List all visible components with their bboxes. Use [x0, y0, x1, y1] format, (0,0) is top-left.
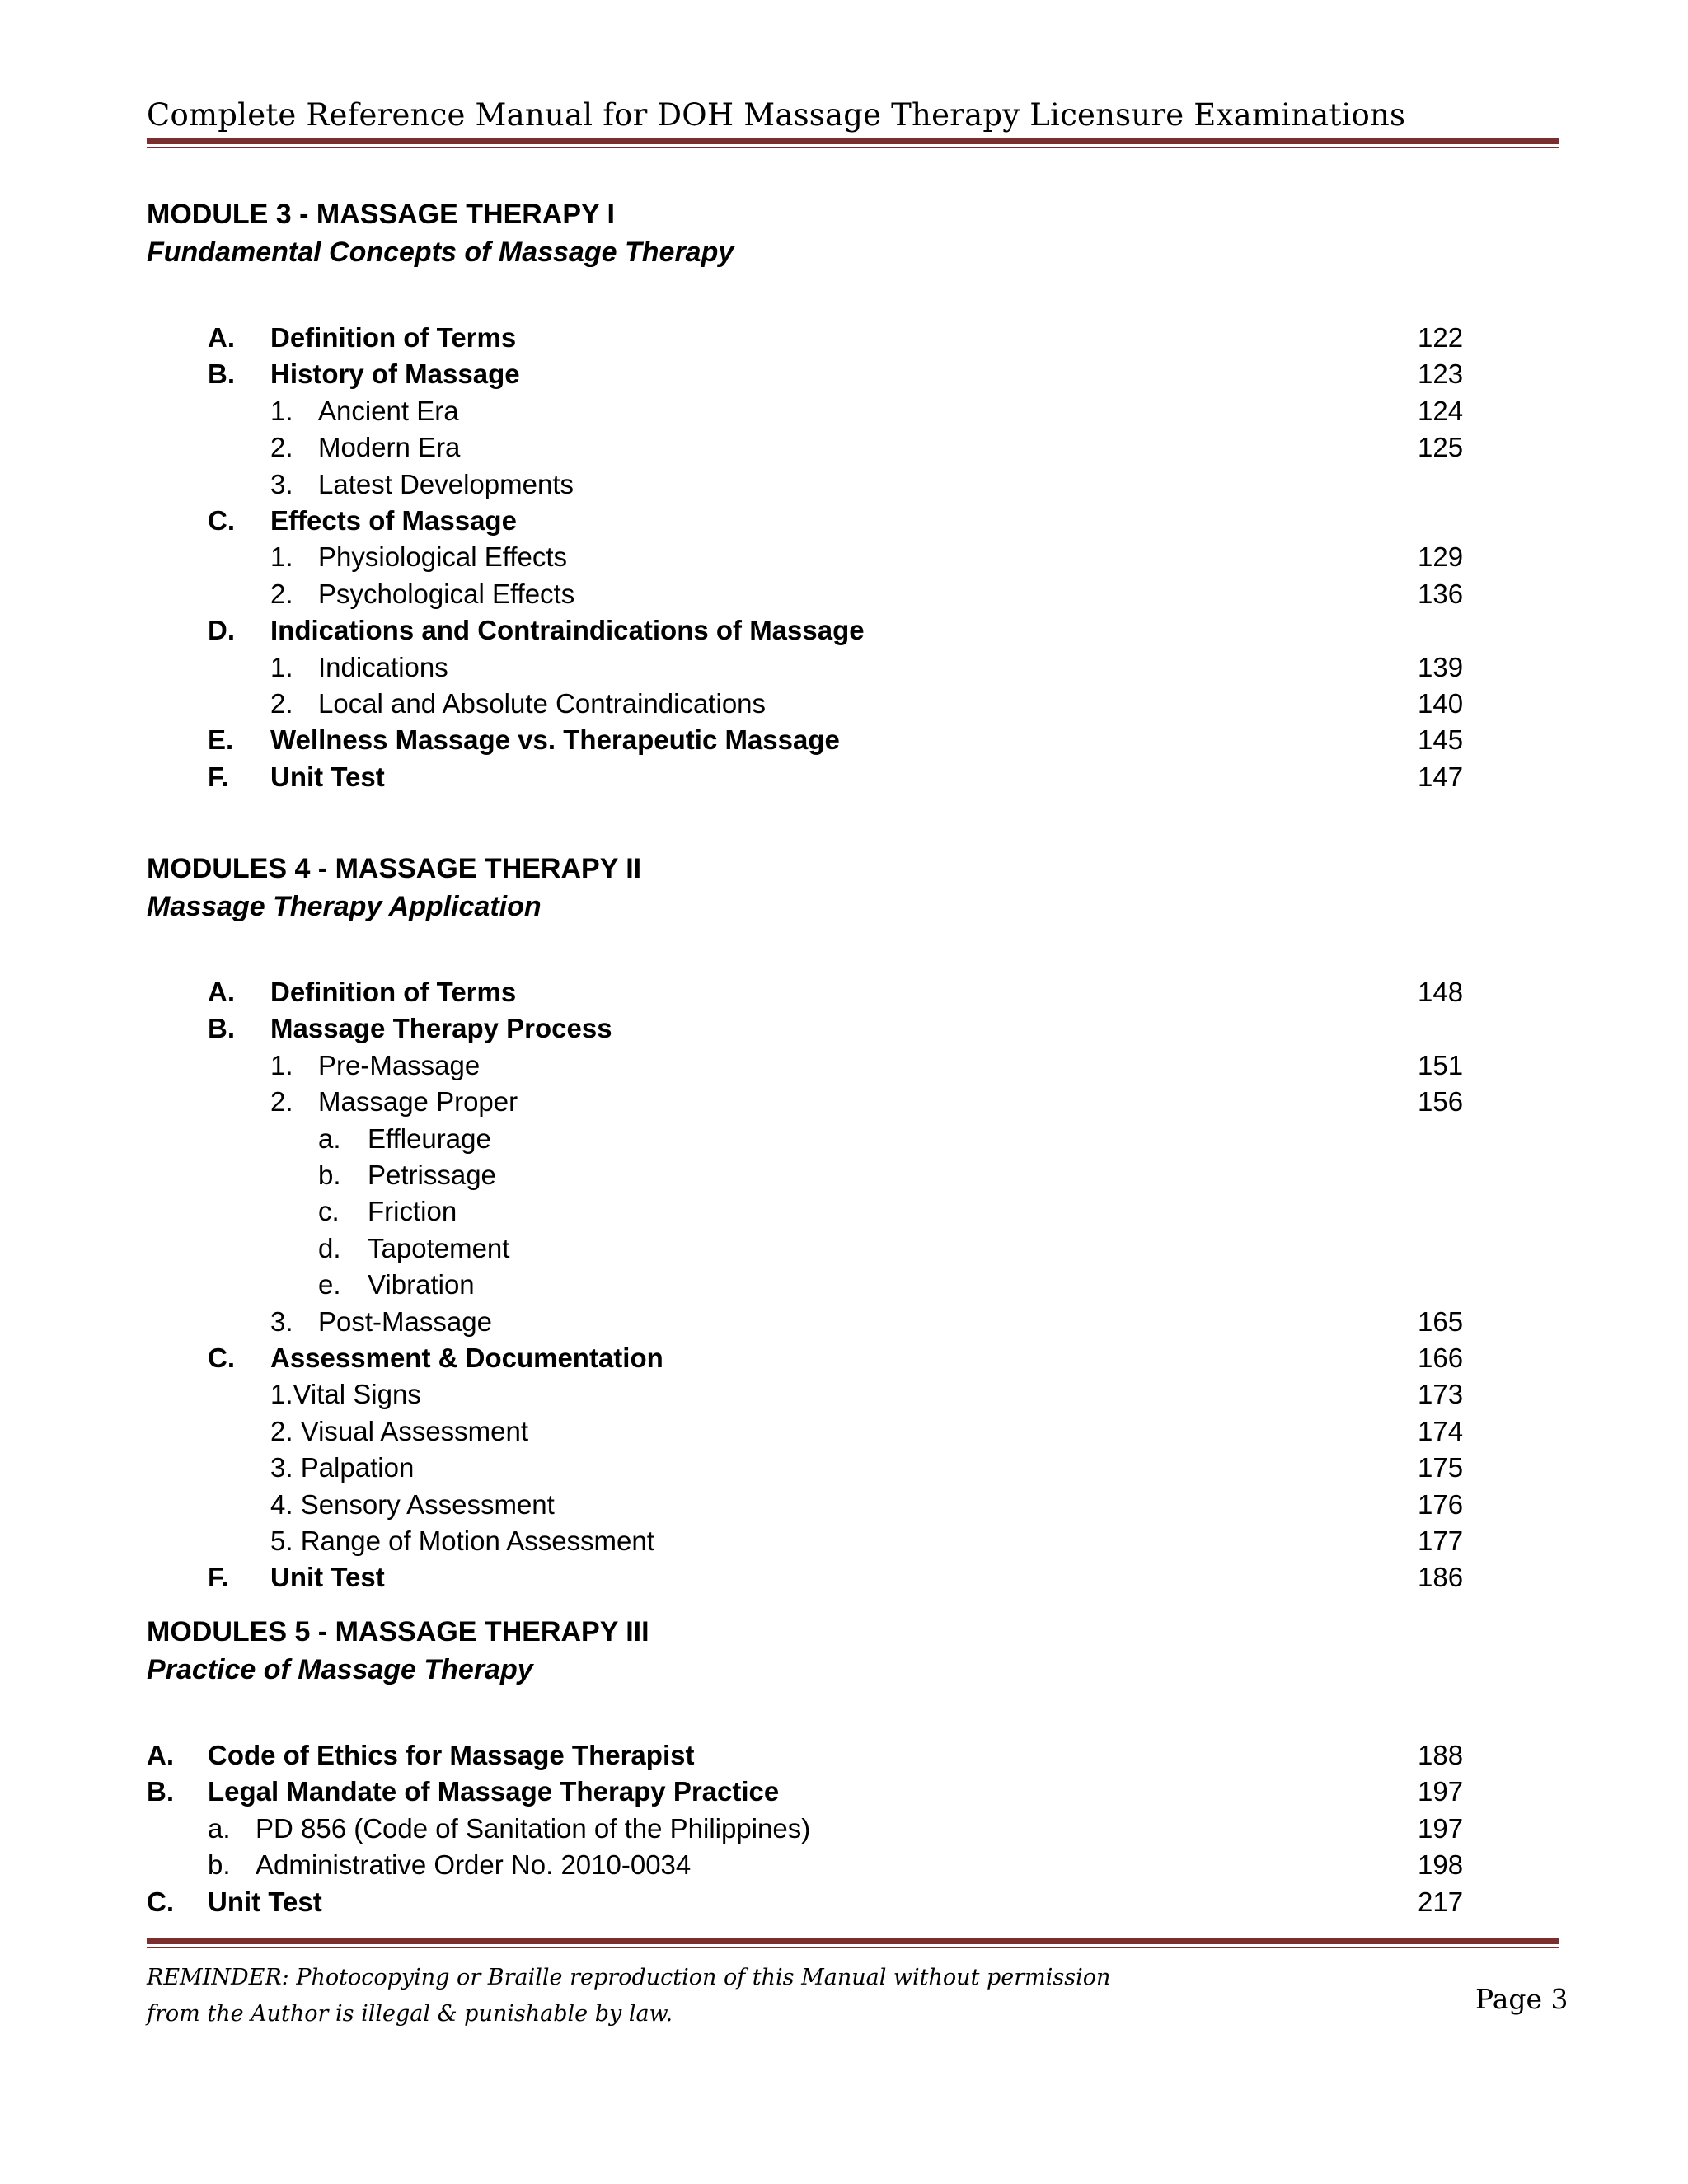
toc-entry-page-number: 124	[1418, 396, 1464, 426]
toc-entry-title: 2. Visual Assessment	[270, 1416, 529, 1446]
toc-entry-page-number: 173	[1418, 1379, 1464, 1409]
toc-entry-title: 5. Range of Motion Assessment	[270, 1526, 654, 1556]
toc-entry-page-number: 145	[1418, 724, 1464, 755]
toc-entry-title: 1.Vital Signs	[270, 1379, 421, 1409]
toc-entry-page-number: 188	[1418, 1740, 1464, 1770]
header-rule-thin	[147, 147, 1559, 148]
toc-entry	[0, 320, 1688, 356]
toc-entry-marker: C.	[208, 1343, 235, 1373]
toc-entry	[0, 1267, 1688, 1303]
toc-entry-marker: E.	[208, 724, 234, 755]
toc-entry-marker: A.	[147, 1740, 174, 1770]
toc-entry-marker: e.	[318, 1269, 341, 1300]
toc-entry	[0, 356, 1688, 392]
toc-entry	[0, 1487, 1688, 1523]
toc-entry	[0, 503, 1688, 539]
toc-entry-marker: c.	[318, 1196, 340, 1226]
toc-entry	[0, 612, 1688, 649]
toc-entry-page-number: 186	[1418, 1562, 1464, 1592]
toc-entry	[0, 539, 1688, 575]
toc-entry-marker: 3.	[270, 469, 293, 499]
toc-entry	[0, 1084, 1688, 1120]
toc-entry-marker: a.	[318, 1123, 341, 1154]
toc-entry-marker: D.	[208, 615, 235, 645]
toc-entry-page-number: 156	[1418, 1086, 1464, 1117]
toc-entry	[0, 1774, 1688, 1810]
footer-rule-thin	[147, 1947, 1559, 1948]
toc-entry-title: Administrative Order No. 2010-0034	[256, 1849, 692, 1880]
toc-entry-marker: 2.	[270, 1086, 293, 1117]
toc-entry	[0, 1304, 1688, 1340]
toc-entry-title: Indications and Contraindications of Massage	[270, 615, 865, 645]
toc-entry-marker: 2.	[270, 579, 293, 609]
toc-entry-title: Massage Proper	[318, 1086, 518, 1117]
toc-entry	[0, 1847, 1688, 1883]
toc-entry-marker: F.	[208, 762, 229, 792]
module-subtitle: Massage Therapy Application	[147, 891, 542, 922]
toc-entry-marker: B.	[208, 359, 235, 389]
toc-entry-marker: 3.	[270, 1306, 293, 1337]
toc-entry-title: Physiological Effects	[318, 541, 568, 572]
toc-entry-page-number: 198	[1418, 1849, 1464, 1880]
toc-entry-marker: 1.	[270, 396, 293, 426]
toc-entry-marker: 2.	[270, 688, 293, 719]
toc-entry	[0, 1523, 1688, 1559]
footer-reminder	[147, 1960, 1110, 2032]
toc-entry-title: 3. Palpation	[270, 1452, 415, 1483]
toc-entry	[0, 722, 1688, 758]
toc-entry-page-number: 151	[1418, 1050, 1464, 1080]
toc-entry	[0, 466, 1688, 503]
toc-entry	[0, 759, 1688, 795]
toc-entry-title: Tapotement	[368, 1233, 510, 1263]
toc-entry-page-number: 140	[1418, 688, 1464, 719]
toc-entry-title: 4. Sensory Assessment	[270, 1489, 555, 1520]
toc-entry	[0, 686, 1688, 722]
toc-entry	[0, 429, 1688, 466]
toc-entry-page-number: 129	[1418, 541, 1464, 572]
toc-entry-title: Pre-Massage	[318, 1050, 481, 1080]
toc-entry-title: Unit Test	[208, 1886, 322, 1917]
toc-entry-title: Post-Massage	[318, 1306, 492, 1337]
toc-entry-page-number: 174	[1418, 1416, 1464, 1446]
toc-entry	[0, 1121, 1688, 1157]
toc-entry-page-number: 123	[1418, 359, 1464, 389]
toc-entry-title: Assessment & Documentation	[270, 1343, 663, 1373]
toc-entry-title: Petrissage	[368, 1160, 496, 1190]
toc-entry	[0, 1010, 1688, 1047]
toc-entry-marker: d.	[318, 1233, 341, 1263]
toc-entry	[0, 1811, 1688, 1847]
toc-entry-title: Ancient Era	[318, 396, 459, 426]
header-rule	[147, 138, 1559, 144]
toc-entry-title: Friction	[368, 1196, 457, 1226]
module-subtitle: Fundamental Concepts of Massage Therapy	[147, 237, 734, 268]
toc-entry	[0, 1559, 1688, 1596]
toc-entry-marker: B.	[147, 1776, 174, 1807]
toc-entry-marker: b.	[208, 1849, 231, 1880]
toc-entry-title: Wellness Massage vs. Therapeutic Massage	[270, 724, 840, 755]
toc-entry-marker: A.	[208, 322, 235, 353]
module-title: MODULES 5 - MASSAGE THERAPY III	[147, 1616, 649, 1647]
toc-entry-title: Code of Ethics for Massage Therapist	[208, 1740, 695, 1770]
toc-entry-page-number: 139	[1418, 652, 1464, 682]
toc-entry-title: Indications	[318, 652, 448, 682]
toc-entry-title: Legal Mandate of Massage Therapy Practice	[208, 1776, 780, 1807]
toc-entry-page-number: 125	[1418, 432, 1464, 462]
toc-entry-page-number: 175	[1418, 1452, 1464, 1483]
footer-rule	[147, 1938, 1559, 1944]
toc-entry	[0, 974, 1688, 1010]
toc-entry-marker: C.	[208, 505, 235, 536]
toc-entry-page-number: 217	[1418, 1886, 1464, 1917]
toc-entry-page-number: 148	[1418, 977, 1464, 1007]
toc-entry-marker: B.	[208, 1013, 235, 1043]
toc-entry	[0, 1340, 1688, 1376]
toc-entry-page-number: 147	[1418, 762, 1464, 792]
footer-reminder-line1: REMINDER: Photocopying or Braille reproduction of this Manual without permission	[147, 1965, 1111, 1990]
toc-entry-page-number: 197	[1418, 1776, 1464, 1807]
toc-entry-page-number: 122	[1418, 322, 1464, 353]
toc-entry-page-number: 197	[1418, 1813, 1464, 1844]
toc-entry	[0, 393, 1688, 429]
toc-entry-title: Unit Test	[270, 762, 385, 792]
toc-entry-title: Latest Developments	[318, 469, 574, 499]
toc-entry-marker: A.	[208, 977, 235, 1007]
toc-entry	[0, 1884, 1688, 1920]
footer-reminder-line2: from the Author is illegal & punishable by law.	[147, 2001, 673, 2027]
toc-entry-page-number: 166	[1418, 1343, 1464, 1373]
toc-entry-marker: 1.	[270, 1050, 293, 1080]
toc-entry-marker: F.	[208, 1562, 229, 1592]
toc-entry-marker: 1.	[270, 541, 293, 572]
page-header-title: Complete Reference Manual for DOH Massage Therapy Licensure Examinations	[147, 97, 1406, 133]
toc-entry	[0, 1230, 1688, 1267]
toc-entry-title: Local and Absolute Contraindications	[318, 688, 767, 719]
toc-entry	[0, 1413, 1688, 1450]
toc-entry-title: Massage Therapy Process	[270, 1013, 612, 1043]
toc-entry-title: Modern Era	[318, 432, 461, 462]
toc-entry-title: History of Massage	[270, 359, 520, 389]
toc-entry	[0, 576, 1688, 612]
toc-entry	[0, 1450, 1688, 1486]
toc-entry	[0, 1157, 1688, 1193]
module-title: MODULE 3 - MASSAGE THERAPY I	[147, 199, 615, 230]
toc-entry-title: Unit Test	[270, 1562, 385, 1592]
toc-entry-title: Psychological Effects	[318, 579, 575, 609]
toc-entry-title: Vibration	[368, 1269, 475, 1300]
toc-entry-title: Effects of Massage	[270, 505, 517, 536]
toc-entry	[0, 1193, 1688, 1230]
toc-entry-marker: a.	[208, 1813, 231, 1844]
toc-entry-title: Effleurage	[368, 1123, 491, 1154]
module-title: MODULES 4 - MASSAGE THERAPY II	[147, 853, 642, 884]
toc-entry-page-number: 165	[1418, 1306, 1464, 1337]
toc-entry-marker: 1.	[270, 652, 293, 682]
toc-entry-page-number: 177	[1418, 1526, 1464, 1556]
toc-entry	[0, 649, 1688, 686]
toc-entry-marker: 2.	[270, 432, 293, 462]
toc-entry	[0, 1737, 1688, 1774]
toc-entry-marker: b.	[318, 1160, 341, 1190]
toc-entry-marker: C.	[147, 1886, 174, 1917]
toc-entry-page-number: 176	[1418, 1489, 1464, 1520]
toc-entry-title: PD 856 (Code of Sanitation of the Philippines)	[256, 1813, 811, 1844]
toc-entry	[0, 1376, 1688, 1413]
toc-entry-title: Definition of Terms	[270, 322, 517, 353]
page-number: Page 3	[1475, 1983, 1568, 2015]
module-subtitle: Practice of Massage Therapy	[147, 1654, 533, 1685]
toc-entry-page-number: 136	[1418, 579, 1464, 609]
toc-entry-title: Definition of Terms	[270, 977, 517, 1007]
toc-entry	[0, 1047, 1688, 1084]
